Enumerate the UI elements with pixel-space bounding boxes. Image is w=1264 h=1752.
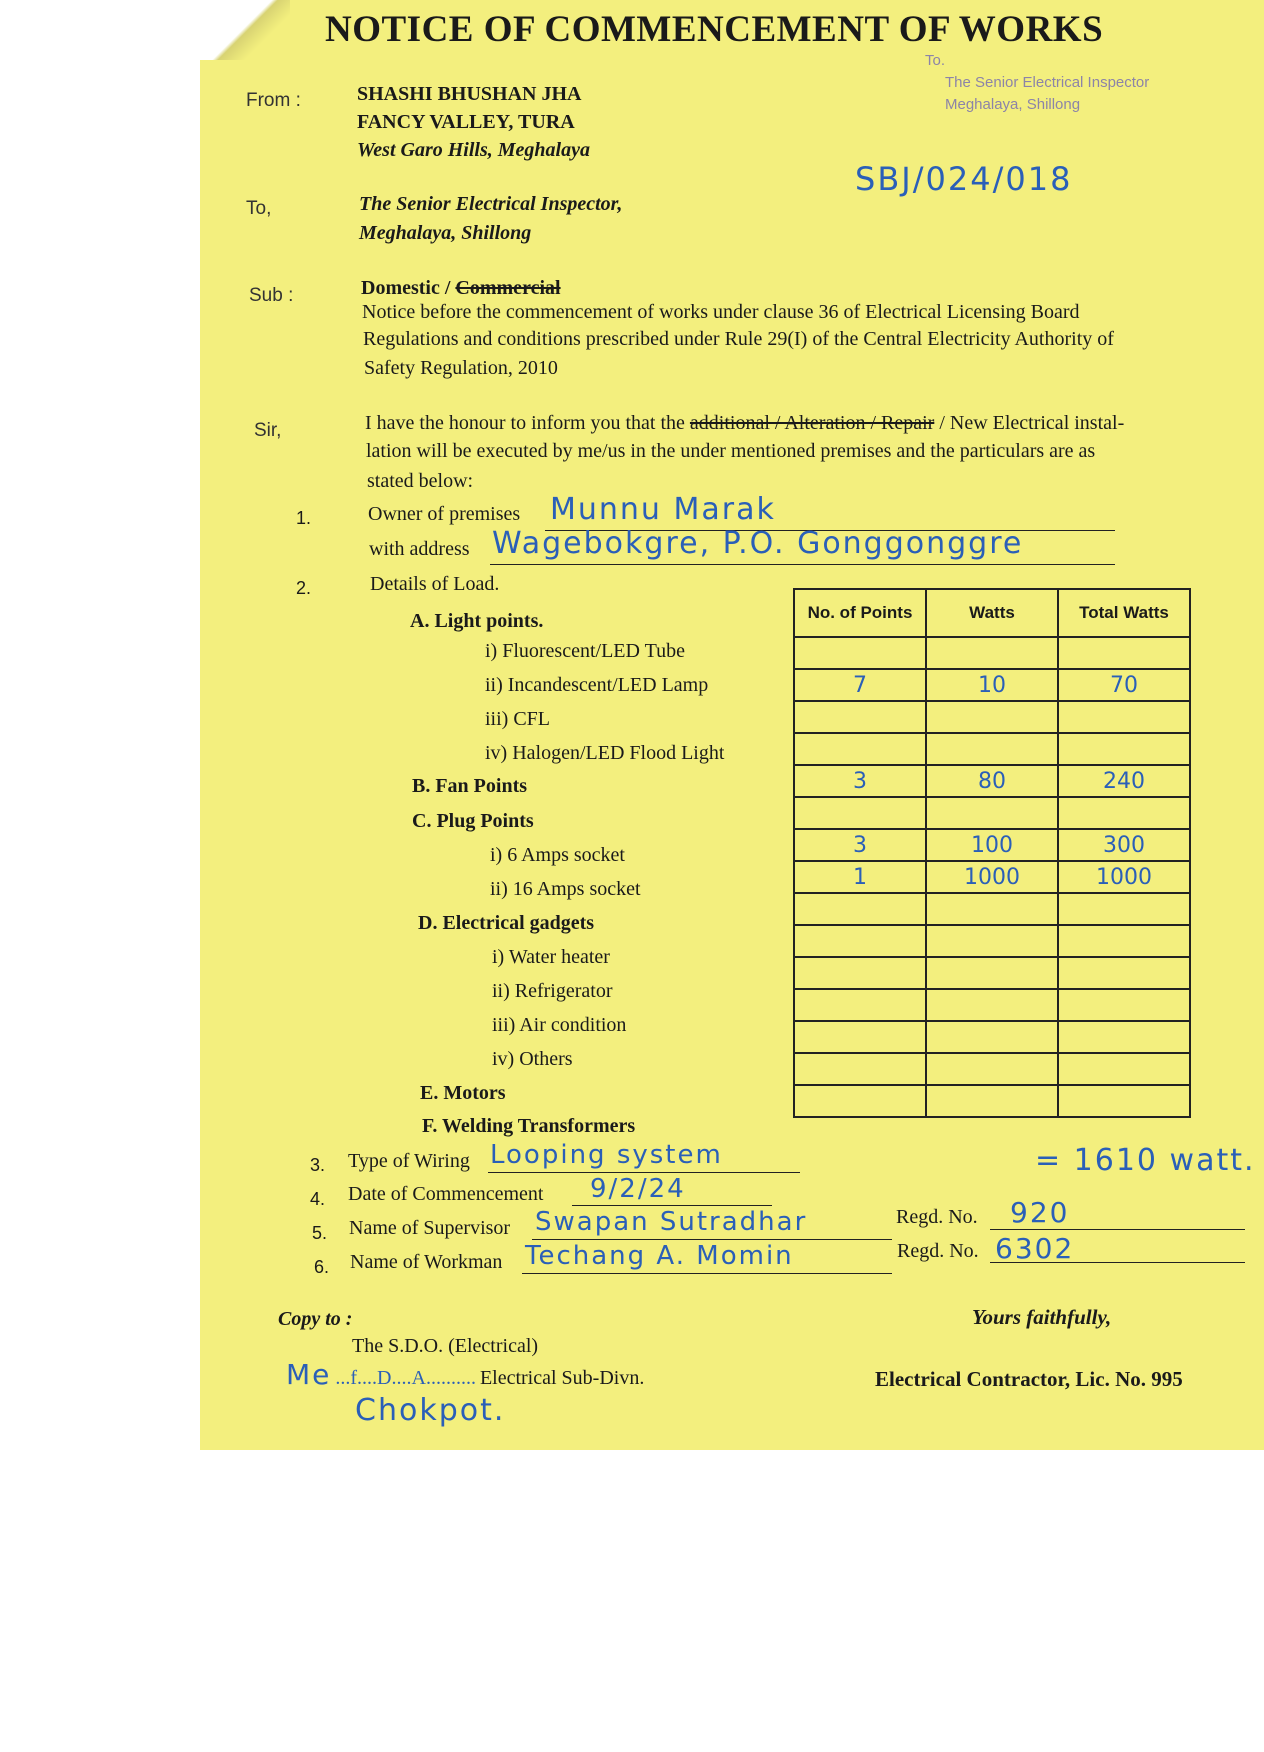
workman-regd-label: Regd. No. [897, 1240, 979, 1262]
copy-hand-dots: ...f....D....A.......... [335, 1367, 476, 1389]
load-item: D. Electrical gadgets [418, 912, 595, 934]
load-table-row [794, 1085, 1190, 1117]
to-line-2: Meghalaya, Shillong [359, 222, 532, 244]
cell-watts [926, 893, 1058, 925]
cell-watts [926, 1021, 1058, 1053]
load-table-row [794, 829, 1190, 861]
cell-watts [926, 797, 1058, 829]
cell-watts [926, 1053, 1058, 1085]
from-address-1: FANCY VALLEY, TURA [357, 111, 575, 133]
stamp-to: To. [925, 52, 946, 69]
to-line-1: The Senior Electrical Inspector, [359, 193, 623, 215]
subject-text-3: Safety Regulation, 2010 [364, 357, 558, 379]
copy-to-suffix: Electrical Sub-Divn. [479, 1367, 645, 1389]
reference-number: SBJ/024/018 [855, 160, 1073, 198]
cell-watts: 100 [926, 829, 1058, 861]
body-line-2: lation will be executed by me/us in the under mentioned premises and the particulars are as [366, 440, 1096, 462]
cell-total-watts [1058, 957, 1190, 989]
supervisor-regd-underline [990, 1229, 1245, 1230]
supervisor-number: 5. [312, 1223, 328, 1243]
salutation: Sir, [254, 420, 282, 441]
load-table-row [794, 797, 1190, 829]
supervisor-underline [532, 1239, 892, 1240]
to-label: To, [246, 198, 272, 219]
cell-no-of-points [794, 1053, 926, 1085]
owner-number: 1. [296, 508, 312, 528]
workman-underline [522, 1273, 892, 1274]
workman-label: Name of Workman [350, 1251, 503, 1273]
load-table-row [794, 1053, 1190, 1085]
wiring-underline [488, 1172, 800, 1173]
load-item: A. Light points. [410, 610, 544, 632]
commencement-underline [572, 1205, 772, 1206]
cell-no-of-points [794, 957, 926, 989]
load-item: ii) Refrigerator [492, 980, 613, 1002]
commencement-value: 9/2/24 [590, 1174, 686, 1204]
workman-regd-value: 6302 [995, 1232, 1075, 1265]
cell-total-watts [1058, 1085, 1190, 1117]
owner-address-underline [490, 564, 1115, 565]
cell-total-watts [1058, 893, 1190, 925]
cell-watts [926, 701, 1058, 733]
commencement-label: Date of Commencement [348, 1183, 544, 1205]
wiring-number: 3. [310, 1155, 326, 1175]
load-item: iv) Halogen/LED Flood Light [485, 742, 725, 764]
yours-faithfully: Yours faithfully, [972, 1305, 1112, 1329]
subject-text-2: Regulations and conditions prescribed under Rule 29(I) of the Central Electricity Authority of [363, 328, 1114, 350]
supervisor-regd-label: Regd. No. [896, 1206, 978, 1228]
cell-no-of-points [794, 797, 926, 829]
stamp-line2: Meghalaya, Shillong [945, 96, 1081, 113]
owner-value: Munnu Marak [550, 492, 776, 527]
copy-hand-place: Chokpot. [355, 1393, 506, 1428]
load-table-row [794, 989, 1190, 1021]
from-label: From : [246, 90, 301, 111]
load-item: ii) Incandescent/LED Lamp [485, 674, 709, 696]
cell-total-watts: 300 [1058, 829, 1190, 861]
header-total-watts: Total Watts [1058, 589, 1190, 637]
body-line-3: stated below: [367, 470, 474, 492]
cell-total-watts [1058, 637, 1190, 669]
cell-watts: 1000 [926, 861, 1058, 893]
cell-no-of-points [794, 701, 926, 733]
wiring-label: Type of Wiring [348, 1150, 470, 1172]
load-item: E. Motors [420, 1082, 506, 1104]
owner-address-label: with address [369, 538, 470, 560]
load-item: F. Welding Transformers [422, 1115, 636, 1137]
load-table [793, 588, 1191, 1118]
load-table-row [794, 701, 1190, 733]
workman-number: 6. [314, 1257, 330, 1277]
load-table-row [794, 893, 1190, 925]
cell-no-of-points [794, 1085, 926, 1117]
cell-watts [926, 925, 1058, 957]
cell-no-of-points: 3 [794, 829, 926, 861]
subject-text-1: Notice before the commencement of works under clause 36 of Electrical Licensing Board [362, 301, 1080, 323]
load-item: i) Water heater [492, 946, 610, 968]
cell-total-watts [1058, 1053, 1190, 1085]
load-item: C. Plug Points [412, 810, 534, 832]
copy-hand-prefix: Me [286, 1358, 332, 1391]
load-table-row [794, 957, 1190, 989]
load-table-row [794, 637, 1190, 669]
owner-address-value: Wagebokgre, P.O. Gonggonggre [492, 526, 1024, 561]
load-table-row [794, 861, 1190, 893]
load-item: iii) CFL [485, 708, 551, 730]
cell-total-watts [1058, 701, 1190, 733]
commencement-number: 4. [310, 1189, 326, 1209]
cell-watts: 80 [926, 765, 1058, 797]
body-intro-b: / New Electrical instal- [934, 412, 1125, 434]
body-line-1 [365, 412, 1124, 435]
header-watts: Watts [926, 589, 1058, 637]
load-item: ii) 16 Amps socket [490, 878, 641, 900]
subject-type [361, 277, 561, 300]
supervisor-regd-value: 920 [1010, 1196, 1070, 1229]
body-intro-a: I have the honour to inform you that the [365, 412, 690, 434]
cell-no-of-points [794, 989, 926, 1021]
cell-watts [926, 989, 1058, 1021]
total-load: = 1610 watt. [1035, 1143, 1256, 1178]
body-intro-struck: additional / Alteration / Repair [689, 412, 935, 434]
form-title: NOTICE OF COMMENCEMENT OF WORKS [325, 9, 1104, 50]
subject-label: Sub : [249, 285, 294, 306]
subject-type-domestic: Domestic [361, 277, 440, 299]
load-table-header [794, 589, 1190, 637]
cell-watts [926, 957, 1058, 989]
supervisor-value: Swapan Sutradhar [535, 1207, 808, 1237]
subject-type-separator: / [439, 277, 456, 299]
load-item: i) Fluorescent/LED Tube [485, 640, 685, 662]
load-table-row [794, 669, 1190, 701]
from-name: SHASHI BHUSHAN JHA [357, 83, 582, 105]
stamp-line1: The Senior Electrical Inspector [945, 74, 1150, 91]
load-item: i) 6 Amps socket [490, 844, 625, 866]
supervisor-label: Name of Supervisor [349, 1217, 511, 1239]
load-table-row [794, 1021, 1190, 1053]
cell-watts [926, 1085, 1058, 1117]
load-table-row [794, 733, 1190, 765]
load-item: iii) Air condition [492, 1014, 627, 1036]
cell-total-watts [1058, 925, 1190, 957]
load-item: iv) Others [492, 1048, 573, 1070]
cell-total-watts [1058, 733, 1190, 765]
copy-to-label: Copy to : [278, 1308, 353, 1330]
cell-total-watts [1058, 989, 1190, 1021]
cell-no-of-points [794, 925, 926, 957]
cell-total-watts: 1000 [1058, 861, 1190, 893]
cell-no-of-points [794, 733, 926, 765]
cell-no-of-points: 7 [794, 669, 926, 701]
cell-total-watts: 240 [1058, 765, 1190, 797]
header-no-of-points: No. of Points [794, 589, 926, 637]
cell-total-watts [1058, 1021, 1190, 1053]
workman-value: Techang A. Momin [525, 1241, 794, 1271]
wiring-value: Looping system [490, 1140, 723, 1170]
cell-total-watts [1058, 797, 1190, 829]
from-address-2: West Garo Hills, Meghalaya [357, 139, 590, 161]
folded-corner [200, 0, 290, 60]
cell-no-of-points [794, 1021, 926, 1053]
owner-label: Owner of premises [368, 503, 521, 525]
load-label: Details of Load. [370, 573, 500, 595]
cell-watts [926, 733, 1058, 765]
load-item: B. Fan Points [412, 775, 528, 797]
cell-total-watts: 70 [1058, 669, 1190, 701]
contractor-signature-line: Electrical Contractor, Lic. No. 995 [875, 1367, 1183, 1391]
cell-no-of-points: 3 [794, 765, 926, 797]
cell-no-of-points [794, 637, 926, 669]
cell-watts [926, 637, 1058, 669]
copy-to-line-2 [286, 1358, 644, 1391]
subject-type-commercial: Commercial [455, 277, 561, 299]
cell-no-of-points [794, 893, 926, 925]
cell-no-of-points: 1 [794, 861, 926, 893]
copy-to-line-1: The S.D.O. (Electrical) [352, 1335, 539, 1357]
cell-watts: 10 [926, 669, 1058, 701]
load-number: 2. [296, 578, 312, 598]
load-table-row [794, 925, 1190, 957]
load-table-row [794, 765, 1190, 797]
